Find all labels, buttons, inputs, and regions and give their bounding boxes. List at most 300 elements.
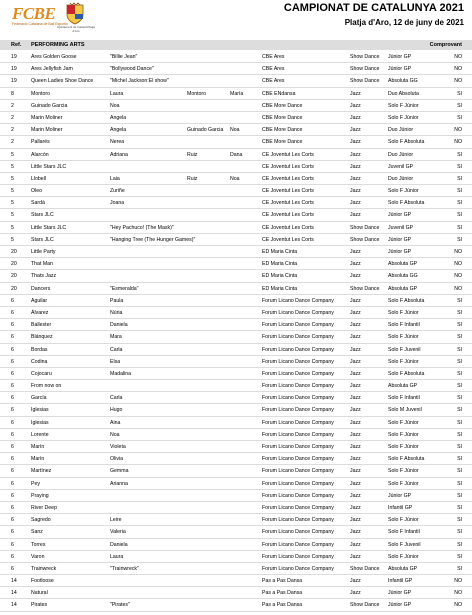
comprovant-cell: SI: [457, 395, 462, 402]
name-cell: Marin Moliner: [31, 127, 63, 134]
name-cell: Pallarés: [31, 139, 50, 146]
detail-cell: "Pirates": [110, 602, 130, 609]
category-cell: Solo F Júnior: [388, 419, 419, 426]
comprovant-cell: NO: [454, 578, 462, 585]
comprovant-cell: NO: [454, 66, 462, 73]
ref-cell: 5: [11, 175, 14, 182]
name-cell: Guinado Garcia: [31, 102, 68, 109]
detail-cell: Adriana: [110, 151, 128, 158]
school-cell: CE Joventut Les Corts: [262, 175, 314, 182]
comprovant-cell: SI: [457, 90, 462, 97]
school-cell: Forum Licano Dance Company: [262, 468, 334, 475]
school-cell: CE Joventut Les Corts: [262, 212, 314, 219]
table-row: [0, 234, 472, 246]
ref-cell: 5: [11, 212, 14, 219]
school-cell: Forum Licano Dance Company: [262, 444, 334, 450]
table-row: [0, 319, 472, 331]
category-cell: Solo F Júnior: [388, 102, 419, 109]
name-cell: Footloose: [31, 578, 54, 585]
school-cell: Forum Licano Dance Company: [262, 358, 334, 365]
category-cell: Absoluta GG: [388, 273, 418, 280]
category-cell: Solo F Infantil: [388, 529, 420, 536]
style-cell: Jazz: [350, 127, 361, 134]
name-cell: Martínez: [31, 468, 52, 475]
style-cell: Jazz: [350, 529, 361, 536]
comprovant-cell: SI: [457, 200, 462, 207]
category-cell: Solo F Infantil: [388, 322, 420, 329]
detail-cell: Laia: [110, 175, 120, 182]
category-cell: Solo F Absoluta: [388, 456, 425, 463]
table-row: [0, 368, 472, 380]
school-cell: Forum Licano Dance Company: [262, 322, 334, 329]
school-cell: CE Joventut Les Corts: [262, 224, 314, 231]
category-cell: Solo F Absoluta: [388, 200, 425, 207]
comprovant-cell: SI: [457, 297, 462, 304]
comprovant-cell: SI: [457, 480, 462, 487]
school-cell: ED Maria Cinta: [262, 249, 298, 255]
style-cell: Show Dance: [350, 565, 380, 572]
table-row: [0, 465, 472, 477]
school-cell: ED Maria Cinta: [262, 285, 298, 292]
name-cell: Praying: [31, 492, 49, 499]
comprovant-cell: SI: [457, 322, 462, 329]
school-cell: Forum Licano Dance Company: [262, 565, 334, 572]
school-cell: Forum Licano Dance Company: [262, 529, 334, 536]
table-row: [0, 295, 472, 307]
table-row: [0, 185, 472, 197]
style-cell: Jazz: [350, 200, 361, 207]
detail-cell: Noa: [110, 431, 120, 438]
category-cell: Solo F Júnior: [388, 188, 419, 195]
style-cell: Jazz: [350, 553, 361, 560]
comprovant-cell: SI: [457, 492, 462, 499]
name-cell: Little Stars JLC: [31, 163, 67, 170]
school-cell: Forum Licano Dance Company: [262, 553, 334, 560]
comprovant-cell: SI: [457, 444, 462, 450]
style-cell: Jazz: [350, 444, 361, 450]
name-cell: Sanz: [31, 529, 43, 536]
school-cell: Forum Licano Dance Company: [262, 456, 334, 463]
comprovant-cell: SI: [457, 346, 462, 353]
school-cell: ED Maria Cinta: [262, 273, 298, 280]
school-cell: CBE Ares: [262, 78, 285, 85]
school-cell: CBE More Dance: [262, 114, 303, 121]
partner-name-cell: Noa: [230, 175, 240, 182]
partner-surname-cell: Montoro: [187, 90, 207, 97]
comprovant-cell: NO: [454, 139, 462, 146]
detail-cell: "Esmeralda": [110, 285, 139, 292]
style-cell: Show Dance: [350, 236, 380, 243]
table-row: [0, 441, 472, 453]
name-cell: Aguilar: [31, 297, 48, 304]
ref-cell: 6: [11, 383, 14, 390]
name-cell: Ares Jellyfish Jam: [31, 66, 73, 73]
table-row: [0, 161, 472, 173]
category-cell: Solo F Absoluta: [388, 139, 425, 146]
detail-cell: Olivia: [110, 456, 123, 463]
category-cell: Duo Júnior: [388, 127, 414, 134]
table-row: [0, 222, 472, 234]
ref-cell: 6: [11, 419, 14, 426]
partner-name-cell: Noa: [230, 127, 240, 134]
category-cell: Solo F Júnior: [388, 431, 419, 438]
table-row: [0, 478, 472, 490]
comprovant-cell: SI: [457, 419, 462, 426]
style-cell: Show Dance: [350, 78, 380, 85]
comprovant-cell: SI: [457, 565, 462, 572]
partner-name-cell: María: [230, 90, 244, 97]
name-cell: Llobell: [31, 175, 46, 182]
ref-cell: 14: [11, 590, 17, 597]
detail-cell: "Michel Jackson:El show": [110, 78, 169, 85]
style-cell: Jazz: [350, 114, 361, 121]
partner-surname-cell: Guinado Garcia: [187, 127, 224, 134]
school-cell: CBE ENdansa: [262, 90, 296, 97]
comprovant-cell: SI: [457, 456, 462, 463]
style-cell: Jazz: [350, 395, 361, 402]
school-cell: Forum Licano Dance Company: [262, 309, 334, 316]
style-cell: Jazz: [350, 90, 361, 97]
school-cell: CE Joventut Les Corts: [262, 236, 314, 243]
ref-cell: 5: [11, 236, 14, 243]
school-cell: Forum Licano Dance Company: [262, 492, 334, 499]
school-cell: CBE Ares: [262, 66, 285, 73]
ref-cell: 5: [11, 188, 14, 195]
table-row: [0, 209, 472, 221]
ref-cell: 6: [11, 456, 14, 463]
comprovant-cell: NO: [454, 602, 462, 609]
name-cell: Iglesias: [31, 419, 49, 426]
detail-cell: "Bollywood Dance": [110, 66, 154, 73]
school-cell: Forum Licano Dance Company: [262, 431, 334, 438]
table-row: [0, 587, 472, 599]
category-cell: Solo F Juvenil: [388, 541, 421, 548]
table-row: [0, 112, 472, 124]
category-cell: Júnior GP: [388, 602, 412, 609]
table-row: [0, 283, 472, 295]
ref-cell: 6: [11, 346, 14, 353]
school-cell: CBE Ares: [262, 54, 285, 60]
category-cell: Duo Júnior: [388, 151, 414, 158]
category-cell: Solo F Infantil: [388, 395, 420, 402]
category-cell: Solo F Júnior: [388, 517, 419, 524]
table-row: [0, 575, 472, 587]
detail-cell: Aina: [110, 419, 121, 426]
name-cell: From now on: [31, 383, 62, 390]
name-cell: Alarcón: [31, 151, 49, 158]
table-row: [0, 331, 472, 343]
name-cell: Ballester: [31, 322, 52, 329]
style-cell: Jazz: [350, 517, 361, 524]
category-cell: Absoluta GP: [388, 565, 418, 572]
comprovant-cell: SI: [457, 504, 462, 511]
style-cell: Jazz: [350, 139, 361, 146]
category-cell: Juvenil GP: [388, 224, 414, 231]
school-cell: Pas a Pas Dansa: [262, 590, 303, 597]
page-subtitle: Platja d'Aro, 12 de juny de 2021: [344, 18, 464, 27]
category-cell: Absoluta GP: [388, 261, 418, 268]
ref-cell: 6: [11, 334, 14, 341]
detail-cell: "Hanging Tree (The Hunger Games)": [110, 236, 196, 243]
style-cell: Show Dance: [350, 602, 380, 609]
col-ref-header: Ref.: [11, 42, 22, 48]
ref-cell: 8: [11, 90, 14, 97]
school-cell: Forum Licano Dance Company: [262, 297, 334, 304]
comprovant-cell: SI: [457, 163, 462, 170]
name-cell: Marín: [31, 444, 45, 450]
detail-cell: Gemma: [110, 468, 129, 475]
comprovant-cell: SI: [457, 383, 462, 390]
table-row: [0, 173, 472, 185]
table-row: [0, 124, 472, 136]
detail-cell: Joana: [110, 200, 125, 207]
ref-cell: 6: [11, 444, 14, 450]
detail-cell: Hugo: [110, 407, 123, 414]
ref-cell: 2: [11, 139, 14, 146]
comprovant-cell: SI: [457, 224, 462, 231]
table-row: [0, 344, 472, 356]
category-cell: Solo M Juvenil: [388, 407, 422, 414]
style-cell: Show Dance: [350, 224, 380, 231]
style-cell: Show Dance: [350, 54, 380, 60]
table-row: [0, 502, 472, 514]
style-cell: Jazz: [350, 578, 361, 585]
style-cell: Jazz: [350, 468, 361, 475]
school-cell: ED Maria Cinta: [262, 261, 298, 268]
table-row: [0, 100, 472, 112]
school-cell: CBE More Dance: [262, 102, 303, 109]
style-cell: Jazz: [350, 492, 361, 499]
detail-cell: Violeta: [110, 444, 126, 450]
col-comp-header: Comprovant: [429, 42, 462, 48]
name-cell: Dancers: [31, 285, 51, 292]
ref-cell: 6: [11, 504, 14, 511]
ref-cell: 5: [11, 200, 14, 207]
school-cell: Forum Licano Dance Company: [262, 346, 334, 353]
municipal-crest-icon: [64, 2, 86, 26]
style-cell: Jazz: [350, 297, 361, 304]
name-cell: Pey: [31, 480, 40, 487]
style-cell: Show Dance: [350, 285, 380, 292]
ref-cell: 2: [11, 114, 14, 121]
style-cell: Jazz: [350, 419, 361, 426]
category-cell: Solo F Júnior: [388, 309, 419, 316]
detail-cell: Carla: [110, 395, 123, 402]
comprovant-cell: NO: [454, 54, 462, 60]
detail-cell: "Trainwreck": [110, 565, 139, 572]
ref-cell: 6: [11, 541, 14, 548]
category-cell: Júnior GP: [388, 236, 412, 243]
name-cell: Sardà: [31, 200, 45, 207]
category-cell: Solo F Júnior: [388, 553, 419, 560]
category-cell: Absoluta GG: [388, 78, 418, 85]
table-header: [0, 40, 472, 50]
ref-cell: 6: [11, 529, 14, 536]
ref-cell: 6: [11, 297, 14, 304]
style-cell: Jazz: [350, 358, 361, 365]
comprovant-cell: SI: [457, 517, 462, 524]
category-cell: Absoluta GP: [388, 285, 418, 292]
category-cell: Juvenil GP: [388, 163, 414, 170]
table-row: [0, 514, 472, 526]
table-row: [0, 136, 472, 148]
name-cell: Sagredo: [31, 517, 51, 524]
school-cell: Forum Licano Dance Company: [262, 541, 334, 548]
detail-cell: Angela: [110, 127, 127, 134]
category-cell: Solo F Júnior: [388, 358, 419, 365]
name-cell: Iglesias: [31, 407, 49, 414]
comprovant-cell: SI: [457, 114, 462, 121]
name-cell: Montoro: [31, 90, 51, 97]
style-cell: Show Dance: [350, 66, 380, 73]
school-cell: Forum Licano Dance Company: [262, 383, 334, 390]
detail-cell: Arianna: [110, 480, 128, 487]
school-cell: CE Joventut Les Corts: [262, 151, 314, 158]
category-cell: Solo F Absoluta: [388, 370, 425, 377]
category-cell: Solo F Júnior: [388, 480, 419, 487]
style-cell: Jazz: [350, 151, 361, 158]
name-cell: Pirates: [31, 602, 48, 609]
style-cell: Jazz: [350, 456, 361, 463]
comprovant-cell: NO: [454, 273, 462, 280]
ref-cell: 6: [11, 468, 14, 475]
ref-cell: 14: [11, 602, 17, 609]
category-cell: Júnior GP: [388, 212, 412, 219]
style-cell: Jazz: [350, 322, 361, 329]
table-row: [0, 246, 472, 258]
detail-cell: Laura: [110, 90, 124, 97]
table-row: [0, 526, 472, 538]
table-row: [0, 429, 472, 441]
detail-cell: Laura: [110, 553, 124, 560]
detail-cell: Madalina: [110, 370, 132, 377]
detail-cell: Angela: [110, 114, 127, 121]
ref-cell: 20: [11, 273, 17, 280]
ref-cell: 6: [11, 370, 14, 377]
partner-surname-cell: Ruiz: [187, 175, 198, 182]
logo-subtext: Federació Catalana de Ball Esportiu: [12, 22, 69, 26]
table-row: [0, 563, 472, 575]
table-row: [0, 356, 472, 368]
comprovant-cell: SI: [457, 236, 462, 243]
table-row: [0, 539, 472, 551]
name-cell: Thats Jazz: [31, 273, 57, 280]
detail-cell: Noa: [110, 102, 120, 109]
table-row: [0, 380, 472, 392]
school-cell: CE Joventut Les Corts: [262, 163, 314, 170]
crest-caption: Ajuntament de Castell-Platja d'Aro: [57, 25, 95, 33]
name-cell: Codina: [31, 358, 48, 365]
detail-cell: Carla: [110, 346, 123, 353]
ref-cell: 19: [11, 78, 17, 85]
category-cell: Júnior GP: [388, 66, 412, 73]
comprovant-cell: SI: [457, 358, 462, 365]
name-cell: Trainwreck: [31, 565, 57, 572]
style-cell: Jazz: [350, 480, 361, 487]
detail-cell: Valeria: [110, 529, 126, 536]
style-cell: Jazz: [350, 273, 361, 280]
school-cell: Forum Licano Dance Company: [262, 517, 334, 524]
comprovant-cell: SI: [457, 334, 462, 341]
style-cell: Jazz: [350, 541, 361, 548]
name-cell: That Man: [31, 261, 53, 268]
comprovant-cell: SI: [457, 407, 462, 414]
detail-cell: Nerea: [110, 139, 125, 146]
col-name-header: PERFORMING ARTS: [31, 42, 85, 48]
registrations-table: [0, 51, 472, 612]
ref-cell: 5: [11, 163, 14, 170]
category-cell: Solo F Júnior: [388, 444, 419, 450]
ref-cell: 20: [11, 285, 17, 292]
ref-cell: 6: [11, 322, 14, 329]
style-cell: Jazz: [350, 163, 361, 170]
name-cell: Blánquez: [31, 334, 53, 341]
comprovant-cell: SI: [457, 151, 462, 158]
ref-cell: 6: [11, 395, 14, 402]
partner-surname-cell: Ruiz: [187, 151, 198, 158]
table-row: [0, 88, 472, 100]
comprovant-cell: SI: [457, 468, 462, 475]
name-cell: Torres: [31, 541, 46, 548]
page-header: [0, 0, 472, 38]
comprovant-cell: NO: [454, 285, 462, 292]
detail-cell: Mara: [110, 334, 122, 341]
name-cell: Lorente: [31, 431, 49, 438]
detail-cell: Daniela: [110, 541, 128, 548]
category-cell: Júnior GP: [388, 249, 412, 255]
table-row: [0, 51, 472, 63]
ref-cell: 6: [11, 309, 14, 316]
school-cell: CE Joventut Les Corts: [262, 200, 314, 207]
name-cell: River Deep: [31, 504, 57, 511]
comprovant-cell: SI: [457, 370, 462, 377]
style-cell: Jazz: [350, 249, 361, 255]
style-cell: Jazz: [350, 431, 361, 438]
style-cell: Jazz: [350, 102, 361, 109]
comprovant-cell: SI: [457, 309, 462, 316]
style-cell: Jazz: [350, 175, 361, 182]
school-cell: Forum Licano Dance Company: [262, 334, 334, 341]
style-cell: Jazz: [350, 383, 361, 390]
comprovant-cell: SI: [457, 431, 462, 438]
table-row: [0, 417, 472, 429]
ref-cell: 6: [11, 431, 14, 438]
table-row: [0, 197, 472, 209]
name-cell: Queen Ladies Shoe Dance: [31, 78, 94, 85]
name-cell: Bordas: [31, 346, 48, 353]
partner-name-cell: Dana: [230, 151, 243, 158]
ref-cell: 6: [11, 492, 14, 499]
comprovant-cell: NO: [454, 249, 462, 255]
name-cell: Stars JLC: [31, 212, 54, 219]
style-cell: Jazz: [350, 334, 361, 341]
category-cell: Júnior GP: [388, 590, 412, 597]
category-cell: Solo F Juvenil: [388, 346, 421, 353]
school-cell: CBE More Dance: [262, 127, 303, 134]
name-cell: García: [31, 395, 47, 402]
ref-cell: 5: [11, 151, 14, 158]
name-cell: Marin Moliner: [31, 114, 63, 121]
comprovant-cell: NO: [454, 590, 462, 597]
table-row: [0, 270, 472, 282]
detail-cell: Elsa: [110, 358, 121, 365]
school-cell: Pas a Pas Dansa: [262, 602, 303, 609]
comprovant-cell: SI: [457, 212, 462, 219]
category-cell: Júnior GP: [388, 492, 412, 499]
name-cell: Little Party: [31, 249, 56, 255]
comprovant-cell: NO: [454, 261, 462, 268]
ref-cell: 2: [11, 102, 14, 109]
